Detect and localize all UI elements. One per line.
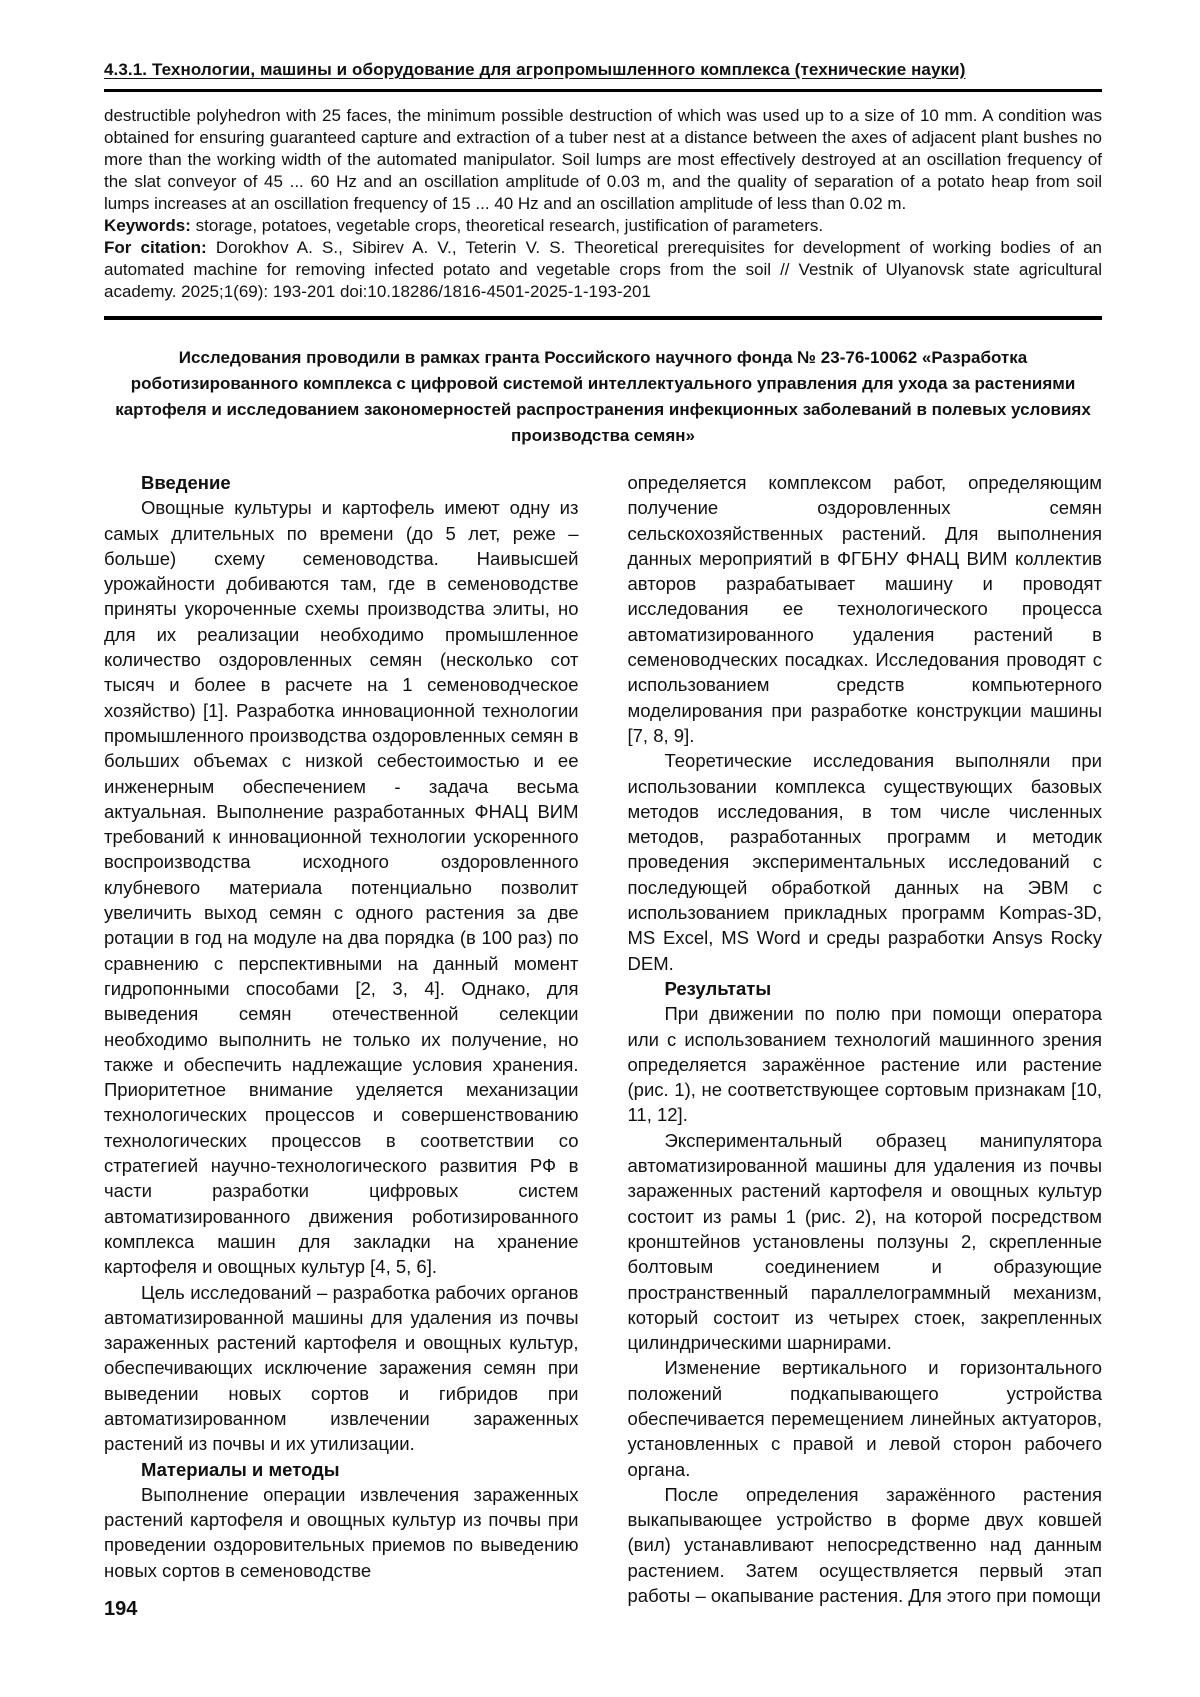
body-paragraph: Выполнение операции извлечения зараженных растений картофеля и овощных культур из почвы при проведении оздоровительных приемов по выведению новых сортов в семеноводстве bbox=[104, 1483, 579, 1581]
body-paragraph: Изменение вертикального и горизонтального положений подкапывающего устройства обеспечивается перемещением линейных актуаторов, установленных с правой и левой сторон рабочего органа. bbox=[627, 1357, 1102, 1480]
abstract-block bbox=[104, 105, 1102, 303]
heading-introduction: Введение bbox=[141, 472, 231, 493]
page-content bbox=[104, 0, 1102, 1608]
right-column bbox=[628, 470, 1103, 1608]
grant-note: Исследования проводили в рамках гранта Российского научного фонда № 23-76-10062 «Разработка роботизированного комплекса с цифровой системой интеллектуального управления для ухода за растениями картофеля и исследованием закономерностей распространения инфекционных заболеваний в полевых условиях производства семян» bbox=[115, 348, 1091, 445]
body-paragraph: Теоретические исследования выполняли при использовании комплекса существующих базовых методов исследования, в том числе численных методов, разработанных программ и методик проведения экспериментальных исследований с последующей обработкой данных на ЭВМ с использованием прикладных программ Kompas-3D, MS Excel, MS Word и среды разработки Ansys Rocky DEM. bbox=[627, 750, 1102, 974]
citation-label: For citation: bbox=[104, 238, 207, 257]
body-paragraph: Цель исследований – разработка рабочих органов автоматизированной машины для удаления из почвы зараженных растений картофеля и овощных культур, обеспечивающих исключение заражения семян при выведении новых сортов и гибридов при автоматизированном извлечении зараженных растений из почвы и их утилизации. bbox=[104, 1281, 579, 1455]
two-column-body bbox=[104, 470, 1102, 1608]
citation-line bbox=[104, 237, 1102, 303]
body-paragraph: Овощные культуры и картофель имеют одну из самых длительных по времени (до 5 лет, реже – больше) схему семеноводства. Наивысшей урожайности добиваются там, где в семеноводстве приняты укороченные схемы производства элиты, но для их реализации необходимо промышленное количество оздоровленных семян (несколько сот тысяч и более в расчете на 1 семеноводческое хозяйство) [1]. Разработка инновационной технологии промышленного производства оздоровленных семян в больших объемах с низкой себестоимостью и ее инженерным обеспечением - задача весьма актуальная. Выполнение разработанных ФНАЦ ВИМ требований к инновационной технологии ускоренного воспроизводства исходного оздоровленного клубневого материала потенциально позволит увеличить выход семян с одного растения за две ротации в год на модуле на два порядка (в 100 раз) по сравнению с перспективными на данный момент гидропонными способами [2, 3, 4]. Однако, для выведения семян отечественной селекции необходимо выполнить не только их получение, но также и обеспечить надлежащие условия хранения. Приоритетное внимание уделяется механизации технологических процессов и совершенствованию технологических процессов в соответствии со стратегией научно-технологического развития РФ в части разработки цифровых систем автоматизированного движения роботизированного комплекса машин для закладки на хранение картофеля и овощных культур [4, 5, 6]. bbox=[104, 497, 579, 1278]
divider-rule bbox=[104, 316, 1102, 320]
section-title: 4.3.1. Технологии, машины и оборудование для агропромышленного комплекса (технические науки) bbox=[104, 60, 966, 79]
heading-results: Результаты bbox=[664, 977, 772, 999]
citation-text: Dorokhov A. S., Sibirev A. V., Teterin V. S. Theoretical prerequisites for development of working bodies of an automated machine for removing infected potato and vegetable crops from the soil // Vestnik of Ulyanovsk state agricultural academy. 2025;1(69): 193-201 doi:10.18286/1816-4501-2025-1-193-201 bbox=[104, 238, 1102, 301]
body-paragraph: При движении по полю при помощи оператора или с использованием технологий машинного зрения определяется заражённое растение или растение (рис. 1), не соответствующее сортовым признакам [10, 11, 12]. bbox=[627, 1003, 1102, 1126]
page-number: 194 bbox=[104, 1598, 138, 1620]
body-paragraph: После определения заражённого растения выкапывающее устройство в форме двух ковшей (вил) устанавливают непосредственно над данным растением. Затем осуществляется первый этап работы – окапывание растения. Для этого при помощи bbox=[627, 1483, 1102, 1607]
abstract-text: destructible polyhedron with 25 faces, the minimum possible destruction of which was used up to a size of 10 mm. A condition was obtained for ensuring guaranteed capture and extraction of a tuber nest at a distance between the axes of adjacent plant bushes no more than the working width of the automated manipulator. Soil lumps are most effectively destroyed at an oscillation frequency of the slat conveyor of 45 ... 60 Hz and an oscillation amplitude of 0.03 m, and the quality of separation of a potato heap from soil lumps increases at an oscillation frequency of 15 ... 40 Hz and an oscillation amplitude of less than 0.02 m. bbox=[104, 106, 1102, 213]
keywords-line bbox=[104, 215, 1102, 237]
body-paragraph: определяется комплексом работ, определяющим получение оздоровленных семян сельскохозяйственных растений. Для выполнения данных мероприятий в ФГБНУ ФНАЦ ВИМ коллектив авторов разрабатывает машину и проводят исследования ее технологического процесса автоматизированного удаления растений в семеноводческих посадках. Исследования проводят с использованием средств компьютерного моделирования при разработке конструкции машины [7, 8, 9]. bbox=[627, 472, 1102, 746]
keywords-label: Keywords: bbox=[104, 216, 191, 235]
keywords-text: storage, potatoes, vegetable crops, theoretical research, justification of parameters. bbox=[195, 216, 824, 235]
running-head bbox=[104, 60, 1102, 92]
body-paragraph: Экспериментальный образец манипулятора автоматизированной машины для удаления из почвы зараженных растений картофеля и овощных культур состоит из рамы 1 (рис. 2), на которой посредством кронштейнов установлены ползуны 2, скрепленные болтовым соединением и образующие пространственный параллелограммный механизм, который состоит из четырех стоек, закрепленных цилиндрическими шарнирами. bbox=[627, 1129, 1102, 1354]
heading-materials-methods: Материалы и методы bbox=[141, 1458, 340, 1480]
left-column bbox=[104, 470, 579, 1608]
